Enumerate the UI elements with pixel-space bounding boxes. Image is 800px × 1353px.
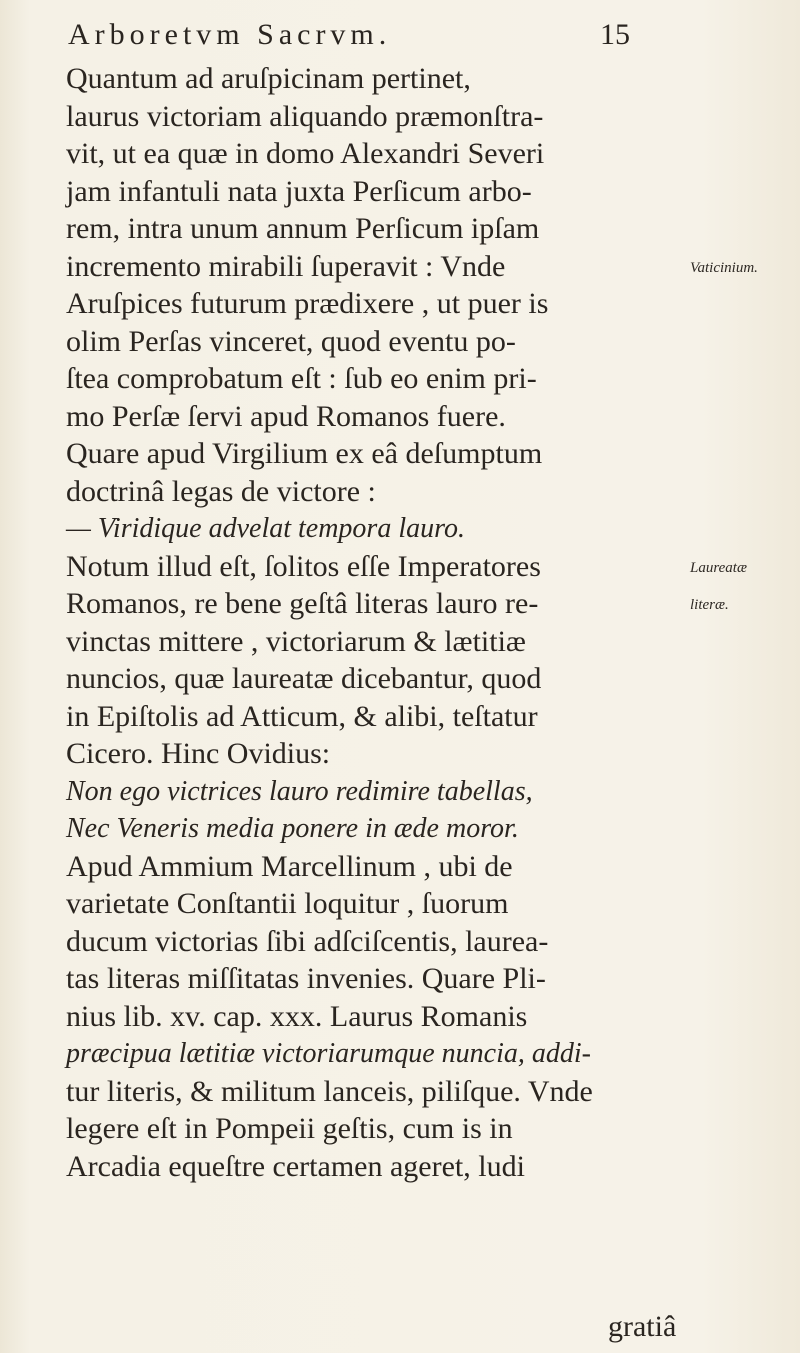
margin-note: Vaticinium.	[690, 259, 758, 276]
text-line: Cicero. Hinc Ovidius:	[66, 737, 331, 770]
text-line: tas literas miſſitatas invenies. Quare Pli-	[66, 962, 546, 995]
text-line: Notum illud eſt, ſolitos eſſe Imperatores	[66, 549, 541, 583]
text-line: jam infantuli nata juxta Perſicum arbo-	[66, 174, 532, 208]
text-line: vinctas mittere , victoriarum & lætitiæ	[66, 624, 526, 658]
body-text	[66, 60, 666, 1185]
text-line: doctrinâ legas de victore :	[66, 474, 376, 508]
text-line: Arcadia equeſtre certamen ageret, ludi	[66, 1149, 525, 1183]
text-line: Quantum ad aruſpicinam pertinet,	[66, 62, 471, 95]
text-line: vit, ut ea quæ in domo Alexandri Severi	[66, 137, 545, 170]
text-line: varietate Conſtantii loquitur , ſuorum	[66, 887, 509, 920]
text-line: Romanos, re bene geſtâ literas lauro re-	[66, 587, 539, 620]
margin-note: Laureatæ	[690, 559, 747, 576]
margin-note: literæ.	[690, 597, 729, 613]
text-line: Quare apud Virgilium ex eâ deſumptum	[66, 437, 543, 470]
text-line: Apud Ammium Marcellinum , ubi de	[66, 849, 513, 883]
text-line: in Epiſtolis ad Atticum, & alibi, teſtatur	[66, 699, 538, 733]
text-line: rem, intra unum annum Perſicum ipſam	[66, 212, 540, 245]
text-line: tur literis, & militum lanceis, piliſque. Vnde	[66, 1074, 593, 1108]
text-line: — Viridique advelat tempora lauro.	[66, 513, 465, 544]
catchword: gratiâ	[608, 1310, 677, 1343]
text-line: Nec Veneris media ponere in æde moror.	[66, 813, 519, 844]
text-line: præcipua lætitiæ victoriarumque nuncia, addi-	[66, 1038, 591, 1069]
running-title: Arboretvm Sacrvm.	[68, 18, 392, 51]
running-header	[68, 18, 708, 62]
text-line: laurus victoriam aliquando præmonſtra-	[66, 99, 544, 133]
text-line: ſtea comprobatum eſt : ſub eo enim pri-	[66, 362, 537, 395]
text-line: mo Perſæ ſervi apud Romanos fuere.	[66, 399, 506, 433]
text-line: incremento mirabili ſuperavit : Vnde	[66, 249, 506, 283]
text-line: Aruſpices futurum prædixere , ut puer is	[66, 287, 549, 320]
text-line: nius lib. xv. cap. xxx. Laurus Romanis	[66, 999, 528, 1033]
text-line: nuncios, quæ laureatæ dicebantur, quod	[66, 662, 542, 695]
text-line: legere eſt in Pompeii geſtis, cum is in	[66, 1112, 513, 1145]
text-line: olim Perſas vinceret, quod eventu po-	[66, 324, 516, 358]
text-line: ducum victorias ſibi adſciſcentis, laurea-	[66, 924, 549, 958]
page-number: 15	[600, 18, 630, 51]
text-line: Non ego victrices lauro redimire tabellas,	[66, 775, 533, 807]
